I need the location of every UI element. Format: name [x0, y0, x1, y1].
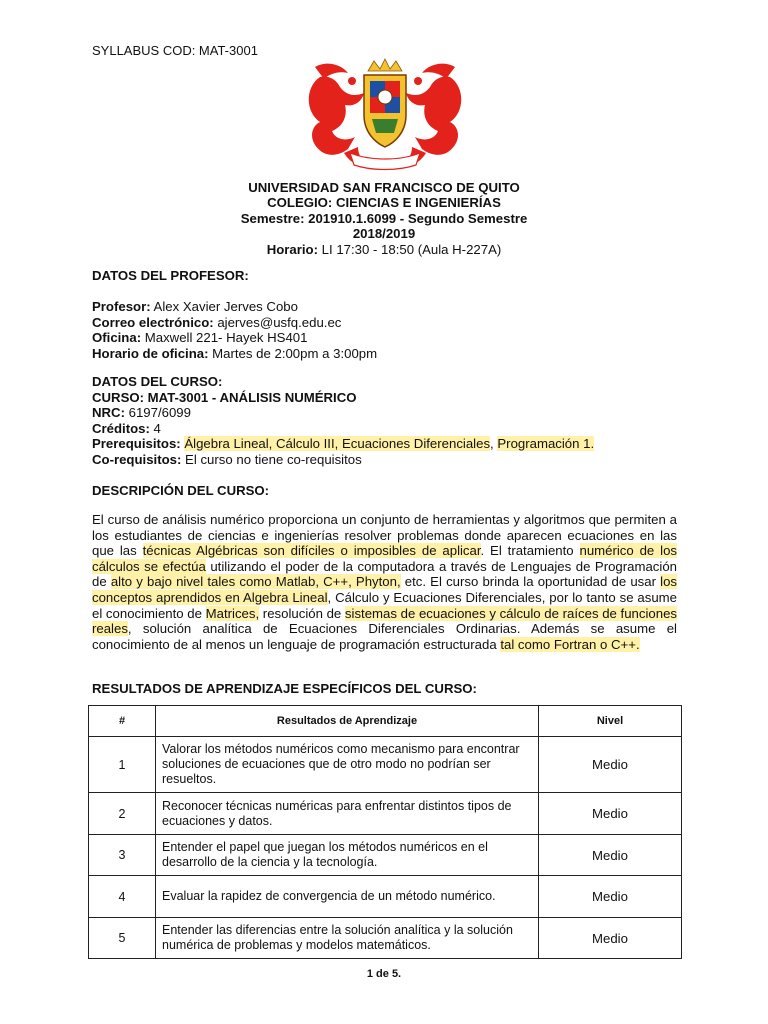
course-title: CURSO: MAT-3001 - ANÁLISIS NUMÉRICO: [92, 389, 357, 405]
col-header-number: #: [89, 706, 156, 737]
professor-office-line: [92, 330, 682, 346]
credits-label: Créditos:: [92, 420, 150, 436]
desc-highlight-3: alto y bajo nivel tales como Matlab, C++, Phyton,: [110, 574, 401, 590]
row-number: 4: [89, 876, 156, 918]
schedule: [0, 242, 768, 257]
results-heading: RESULTADOS DE APRENDIZAJE ESPECÍFICOS DEL CURSO:: [92, 681, 477, 696]
desc-text-4: etc. El curso brinda la oportunidad de usar: [400, 574, 661, 590]
desc-text-1: El curso de análisis numérico proporciona un conjunto de herramientas y algoritmos que permiten a los estudiantes de ciencias e ingenierías resolver problemas donde aparecen ecuaciones en las que las: [92, 512, 677, 559]
professor-office-label: Oficina:: [92, 330, 142, 346]
description-heading: DESCRIPCIÓN DEL CURSO:: [92, 483, 270, 498]
desc-highlight-2: numérico de los cálculos se efectúa: [92, 543, 677, 574]
nrc-value: 6197/6099: [124, 405, 191, 421]
row-level: Medio: [539, 737, 682, 793]
credits-value: 4: [149, 420, 161, 436]
col-header-results: Resultados de Aprendizaje: [156, 706, 539, 737]
prereq-separator: ,: [490, 436, 498, 452]
coreq-line: [92, 452, 682, 468]
title-block: [0, 180, 768, 257]
professor-hours-value: Martes de 2:00pm a 3:00pm: [208, 345, 378, 361]
desc-text-2: . El tratamiento: [480, 543, 580, 559]
professor-office-value: Maxwell 221- Hayek HS401: [141, 330, 308, 346]
page-number: 1 de 5.: [366, 968, 402, 980]
professor-hours-label: Horario de oficina:: [92, 345, 209, 361]
desc-text-7: , solución analítica de Ecuaciones Diferenciales Ordinarias. Además se asume el conocimiento de al menos un lenguaje de programación estructurada: [92, 621, 677, 652]
professor-email-label: Correo electrónico:: [92, 314, 214, 330]
row-result: Valorar los métodos numéricos como mecanismo para encontrar soluciones de ecuaciones que de otro modo no podrían ser resueltos.: [156, 737, 539, 793]
table-row: [89, 876, 682, 918]
professor-email-value: ajerves@usfq.edu.ec: [213, 314, 342, 330]
desc-text-6: resolución de: [259, 605, 345, 621]
prereq-value-2: Programación 1.: [497, 436, 595, 452]
row-result: Reconocer técnicas numéricas para enfrentar distintos tipos de ecuaciones y datos.: [156, 793, 539, 835]
professor-email-line: [92, 315, 682, 331]
coreq-value: El curso no tiene co-requisitos: [181, 451, 362, 467]
results-table: [88, 705, 682, 959]
row-level: Medio: [539, 918, 682, 959]
syllabus-code: SYLLABUS COD: MAT-3001: [92, 43, 258, 58]
desc-highlight-5: Matrices,: [205, 605, 260, 621]
row-number: 5: [89, 918, 156, 959]
row-result: Entender el papel que juegan los métodos numéricos en el desarrollo de la ciencia y la tecnología.: [156, 835, 539, 876]
prereq-value-1: Álgebra Lineal, Cálculo III, Ecuaciones Diferenciales: [184, 436, 491, 452]
professor-name-label: Profesor:: [92, 299, 151, 314]
professor-name-value: Alex Xavier Jerves Cobo: [150, 299, 298, 314]
description-paragraph: [92, 512, 677, 652]
col-header-level: Nivel: [539, 706, 682, 737]
row-result: Evaluar la rapidez de convergencia de un método numérico.: [156, 876, 539, 918]
table-row: [89, 737, 682, 793]
academic-year: 2018/2019: [352, 226, 416, 242]
course-info: [92, 374, 682, 468]
row-number: 2: [89, 793, 156, 835]
prereq-label: Prerequisitos:: [92, 436, 181, 452]
professor-heading: DATOS DEL PROFESOR:: [92, 268, 249, 283]
schedule-label: Horario:: [266, 241, 318, 257]
row-number: 3: [89, 835, 156, 876]
desc-text-3: utilizando el poder de la computadora a través de Lenguajes de Programación de: [92, 558, 677, 590]
credits-line: [92, 421, 682, 437]
professor-hours-line: [92, 346, 682, 362]
desc-highlight-7: tal como Fortran o C++.: [500, 636, 640, 652]
university-crest-icon: [300, 57, 470, 177]
university-name: UNIVERSIDAD SAN FRANCISCO DE QUITO: [248, 180, 520, 195]
row-level: Medio: [539, 876, 682, 918]
course-heading: DATOS DEL CURSO:: [92, 374, 223, 389]
desc-text-5: , Cálculo y Ecuaciones Diferenciales, por lo tanto se asume el conocimiento de: [92, 589, 678, 621]
nrc-label: NRC:: [92, 405, 125, 421]
results-header-row: [89, 706, 682, 737]
nrc-line: [92, 405, 682, 421]
semester: Semestre: 201910.1.6099 - Segundo Semestre: [240, 210, 528, 226]
desc-highlight-6: sistemas de ecuaciones y cálculo de raíces de funciones reales: [92, 605, 677, 637]
professor-name-line: [92, 299, 682, 315]
prereq-line: [92, 436, 682, 452]
row-result: Entender las diferencias entre la solución analítica y la solución numérica de problemas y modelos matemáticos.: [156, 918, 539, 959]
coreq-label: Co-requisitos:: [92, 451, 182, 467]
row-level: Medio: [539, 793, 682, 835]
table-row: [89, 793, 682, 835]
row-level: Medio: [539, 835, 682, 876]
desc-highlight-4: los conceptos aprendidos en Algebra Lineal: [92, 574, 677, 605]
professor-info: [92, 299, 682, 361]
schedule-value: LI 17:30 - 18:50 (Aula H-227A): [318, 241, 502, 257]
desc-highlight-1: técnicas Algébricas son difíciles o imposibles de aplicar: [142, 543, 481, 559]
table-row: [89, 918, 682, 959]
table-row: [89, 835, 682, 876]
row-number: 1: [89, 737, 156, 793]
college-name: COLEGIO: CIENCIAS E INGENIERÍAS: [267, 195, 501, 211]
